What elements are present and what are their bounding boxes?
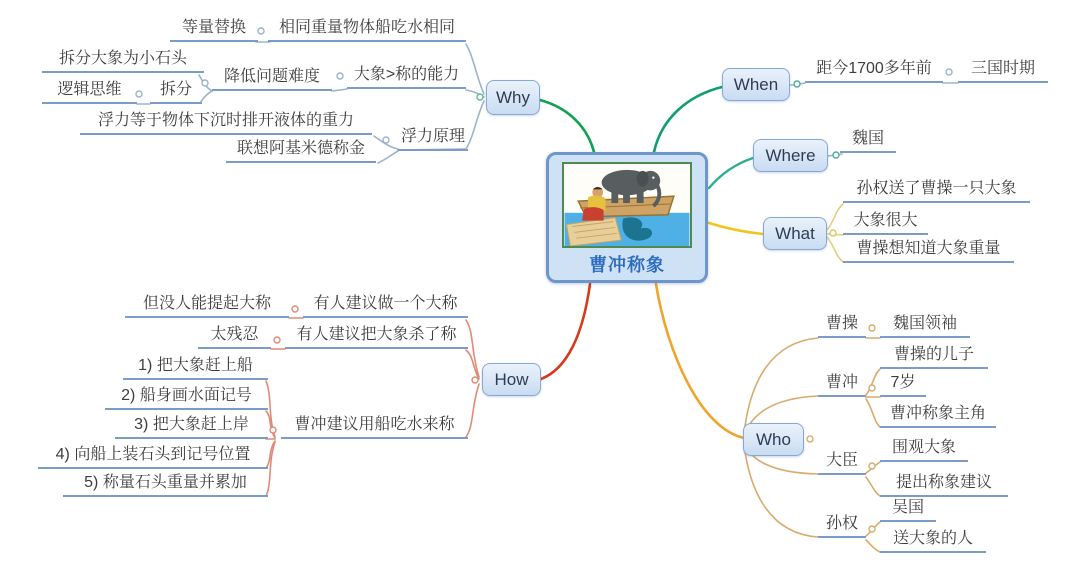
node-what[interactable]: What <box>763 217 827 250</box>
topic-too-cruel[interactable]: 太残忍 <box>198 326 271 349</box>
topic-equal-substitution[interactable]: 等量替换 <box>170 19 258 42</box>
topic-caocao[interactable]: 曹操 <box>818 315 866 338</box>
topic-step-5[interactable]: 5) 称量石头重量并累加 <box>63 474 268 497</box>
topic-split-elephant-to-stones[interactable]: 拆分大象为小石头 <box>42 50 204 73</box>
topic-boat-draft-method[interactable]: 曹冲建议用船吃水来称 <box>281 416 468 439</box>
topic-caochong[interactable]: 曹冲 <box>818 374 866 397</box>
topic-wei-state[interactable]: 魏国 <box>840 130 896 153</box>
topic-build-big-scale[interactable]: 有人建议做一个大称 <box>303 295 468 318</box>
topic-elephant-exceeds-scale[interactable]: 大象>称的能力 <box>347 66 466 89</box>
central-topic[interactable] <box>546 152 708 283</box>
topic-ministers[interactable]: 大臣 <box>818 452 866 475</box>
topic-caocao-son[interactable]: 曹操的儿子 <box>880 346 988 369</box>
topic-step-4[interactable]: 4) 向船上装石头到记号位置 <box>38 446 268 469</box>
topic-sunquan-gift[interactable]: 孙权送了曹操一只大象 <box>843 180 1030 203</box>
topic-wu-state[interactable]: 吴国 <box>880 499 936 522</box>
topic-kill-elephant[interactable]: 有人建议把大象杀了称 <box>285 326 468 349</box>
central-topic-title: 曹冲称象 <box>589 255 665 275</box>
topic-elephant-sender[interactable]: 送大象的人 <box>880 530 986 553</box>
topic-step-3[interactable]: 3) 把大象赶上岸 <box>115 416 268 439</box>
node-how[interactable]: How <box>482 363 541 396</box>
topic-sunquan[interactable]: 孙权 <box>818 515 866 538</box>
topic-elephant-big[interactable]: 大象很大 <box>843 212 928 235</box>
node-who[interactable]: Who <box>743 423 804 456</box>
topic-watch-elephant[interactable]: 围观大象 <box>880 439 968 462</box>
topic-step-1[interactable]: 1) 把大象赶上船 <box>123 357 268 380</box>
topic-1700-years-ago[interactable]: 距今1700多年前 <box>805 60 943 83</box>
topic-three-kingdoms[interactable]: 三国时期 <box>958 60 1048 83</box>
node-where[interactable]: Where <box>753 139 828 172</box>
topic-same-weight-same-draft[interactable]: 相同重量物体船吃水相同 <box>268 19 466 42</box>
topic-no-one-lifts-scale[interactable]: 但没人能提起大称 <box>125 295 289 318</box>
topic-logical-thinking[interactable]: 逻辑思维 <box>42 81 137 104</box>
topic-buoyancy-principle[interactable]: 浮力原理 <box>398 128 468 151</box>
topic-step-2[interactable]: 2) 船身画水面记号 <box>105 387 268 410</box>
topic-reduce-difficulty[interactable]: 降低问题难度 <box>212 68 332 91</box>
elephant-illustration <box>562 162 692 248</box>
topic-buoyancy-displacement[interactable]: 浮力等于物体下沉时排开液体的重力 <box>80 112 372 135</box>
topic-caocao-wants-weight[interactable]: 曹操想知道大象重量 <box>843 240 1014 263</box>
topic-wei-leader[interactable]: 魏国领袖 <box>880 315 970 338</box>
node-why[interactable]: Why <box>486 80 540 115</box>
topic-seven-years-old[interactable]: 7岁 <box>880 374 926 397</box>
topic-archimedes-gold[interactable]: 联想阿基米德称金 <box>226 140 376 163</box>
topic-split[interactable]: 拆分 <box>150 81 202 104</box>
topic-propose-weighing[interactable]: 提出称象建议 <box>880 474 1008 497</box>
topic-protagonist[interactable]: 曹冲称象主角 <box>880 405 996 428</box>
node-when[interactable]: When <box>722 68 790 101</box>
